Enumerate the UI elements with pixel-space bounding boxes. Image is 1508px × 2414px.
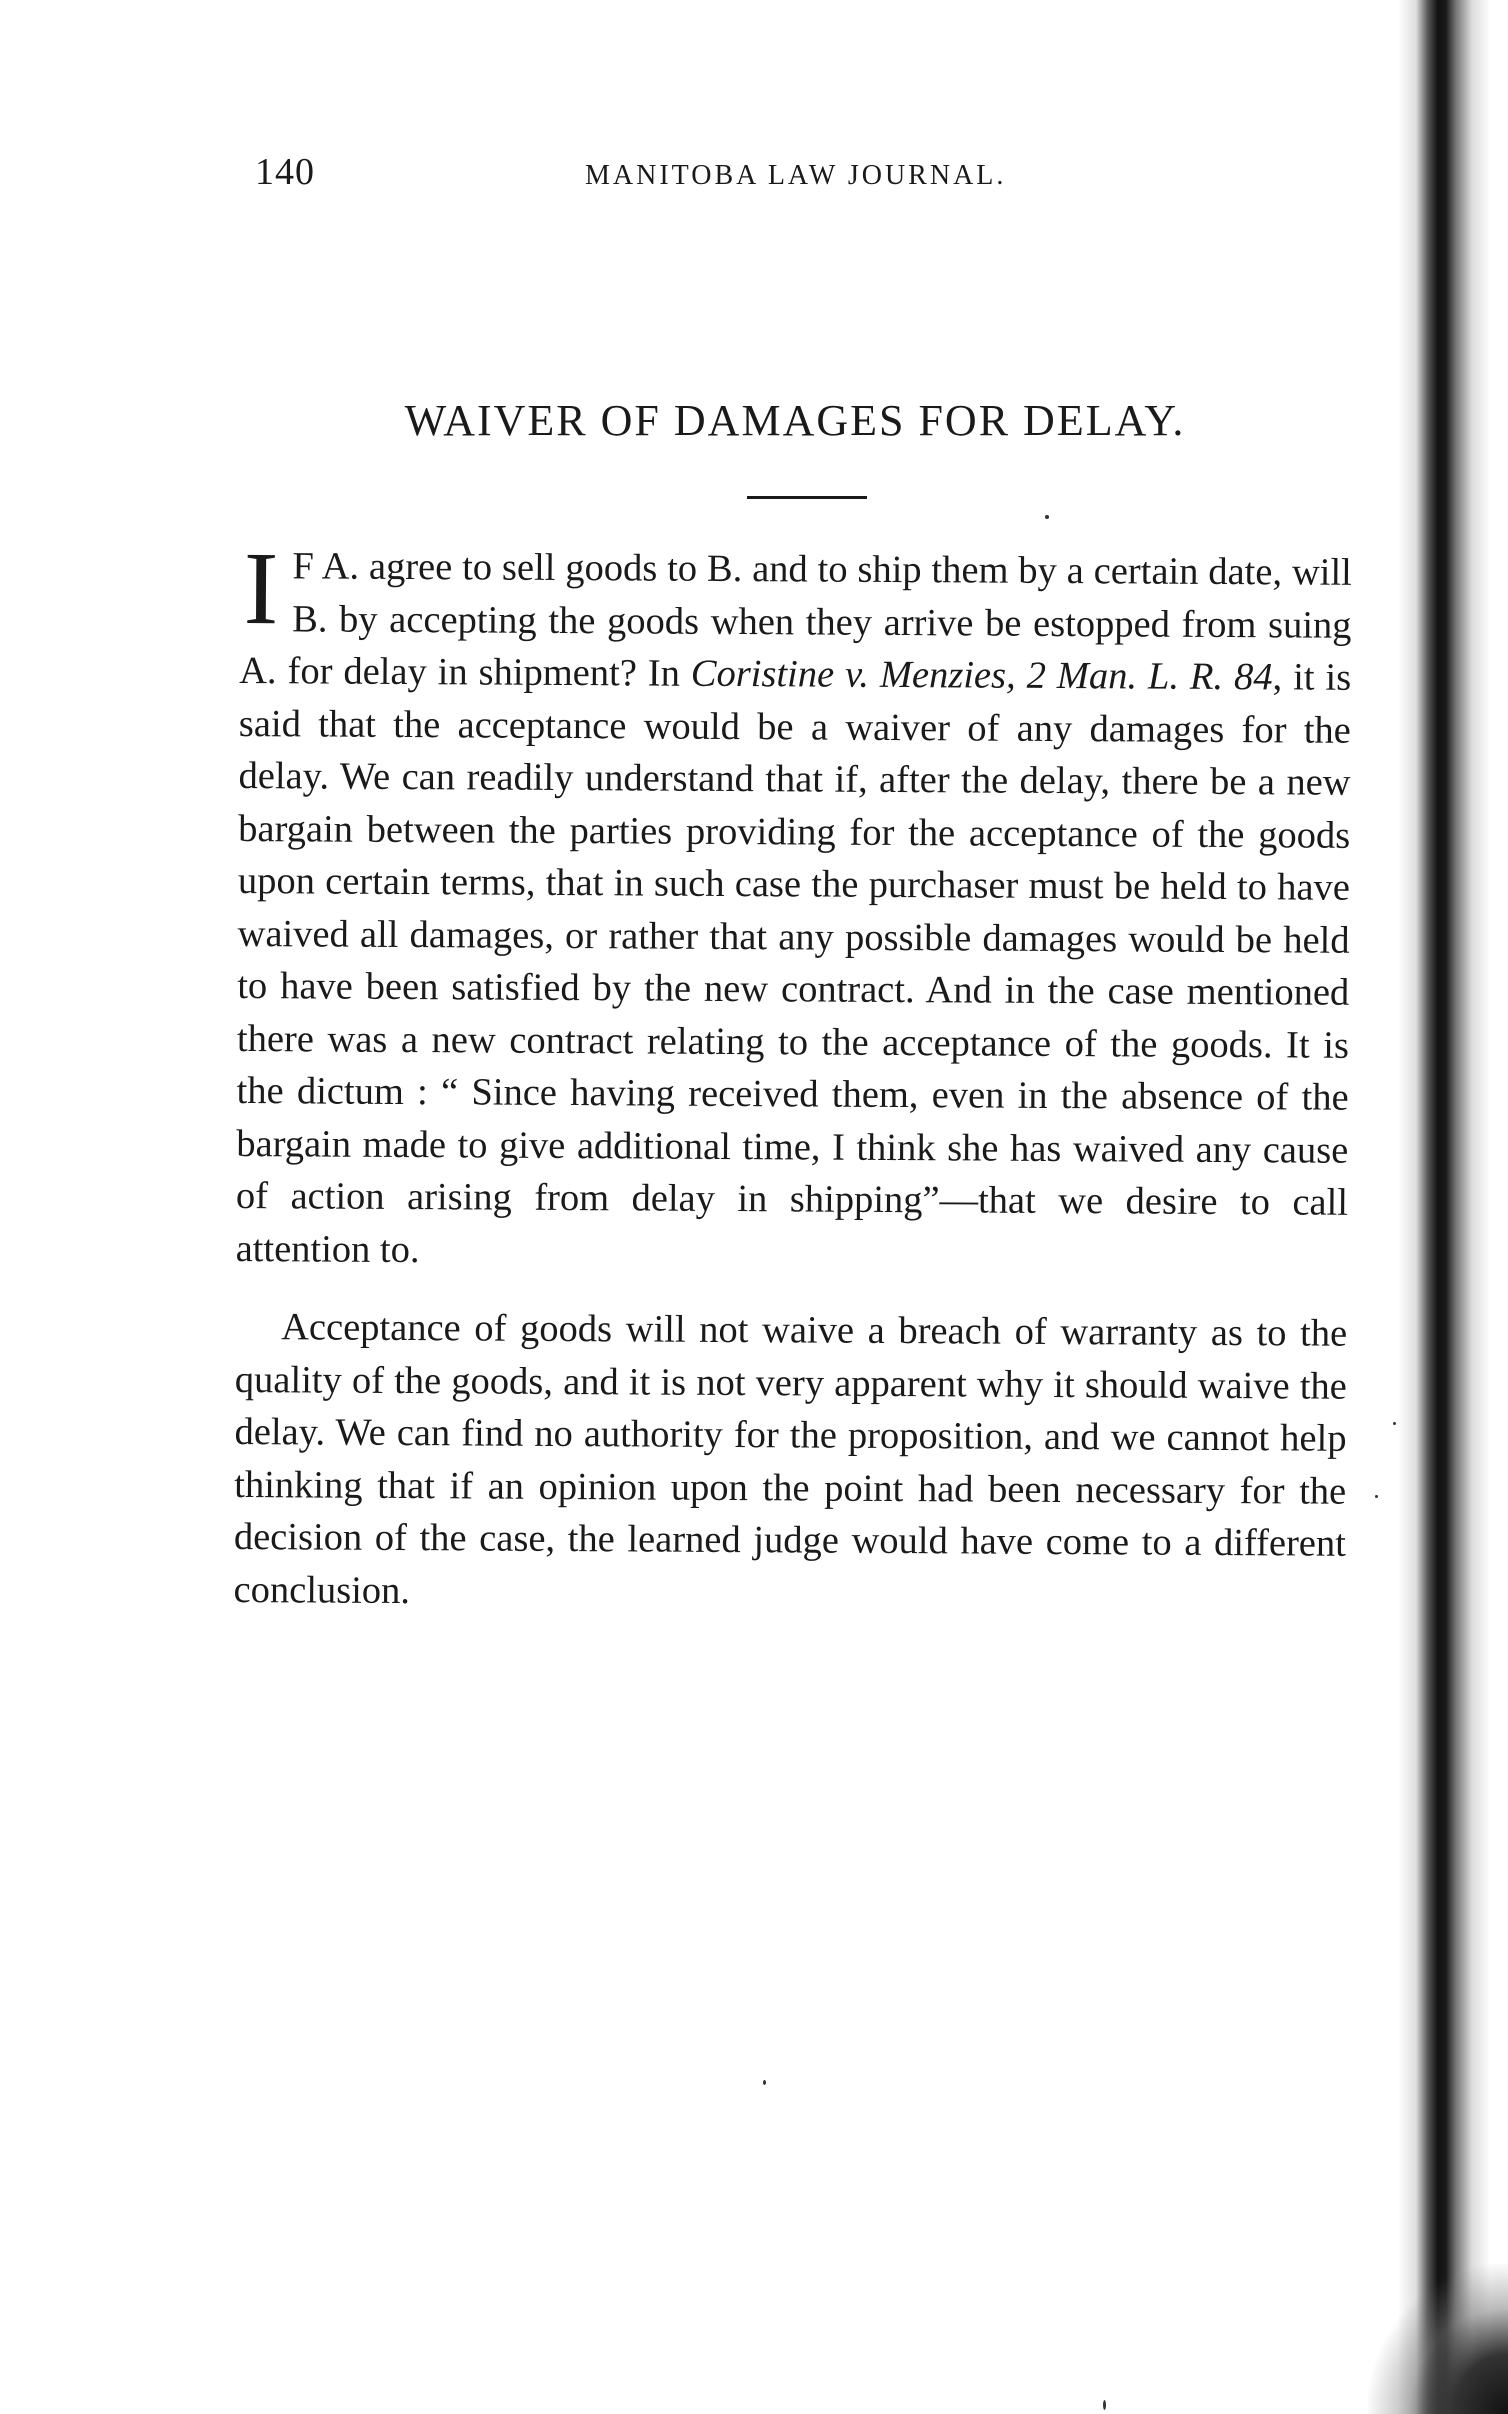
- page-number: 140: [255, 151, 315, 193]
- paragraph-1-text-start: F A. agree to sell goods to B. and to ship them by a certain date, will B. by accepting the goods when they arrive be estopped from suing A. for delay in shipment? In: [239, 545, 1352, 695]
- scan-speck: [1103, 2400, 1106, 2410]
- article-title: WAIVER OF DAMAGES FOR DELAY.: [404, 396, 1186, 445]
- scan-speck: [1393, 1422, 1396, 1425]
- paragraph-1-text-end: , it is said that the acceptance would be a waiver of any damages for the delay. We can readily understand that if, after the delay, there be a new bargain between the parties providing for the acceptance of the goods upon certain terms, that in such case the purchaser must be held to have waived all damages, or rather that any possible damages would be held to have been satisfied by the new contract. And in the case mentioned there was a new contract relating to the acceptance of the goods. It is the dictum : “ Since having received them, even in the absence of the bargain made to give additional time, I think she has waived any cause of action arising from delay in shipping”—that we desire to call attention to.: [235, 656, 1352, 1271]
- title-rule: [747, 496, 867, 499]
- scan-speck: [1045, 515, 1049, 519]
- paragraph-2: Acceptance of goods will not waive a breach of warranty as to the quality of the goods, and it is not very apparent why it should waive the delay. We can find no authority for the proposition, and we cannot help thinking that if an opinion upon the point had been necessary for the decision of the case, the learned judge would have come to a different conclusion.: [233, 1306, 1348, 1612]
- scan-speck: [1375, 1495, 1378, 1498]
- binding-edge: [1398, 0, 1508, 2414]
- drop-cap: I: [243, 531, 279, 647]
- binding-shadow: [1368, 2264, 1508, 2414]
- case-citation: Coristine v. Menzies, 2 Man. L. R. 84: [690, 652, 1273, 699]
- paragraph-1: [235, 531, 1352, 1282]
- running-header: [255, 150, 1085, 200]
- journal-title: MANITOBA LAW JOURNAL.: [585, 160, 1007, 191]
- scan-speck: [763, 2080, 766, 2085]
- article-body: [233, 531, 1352, 1623]
